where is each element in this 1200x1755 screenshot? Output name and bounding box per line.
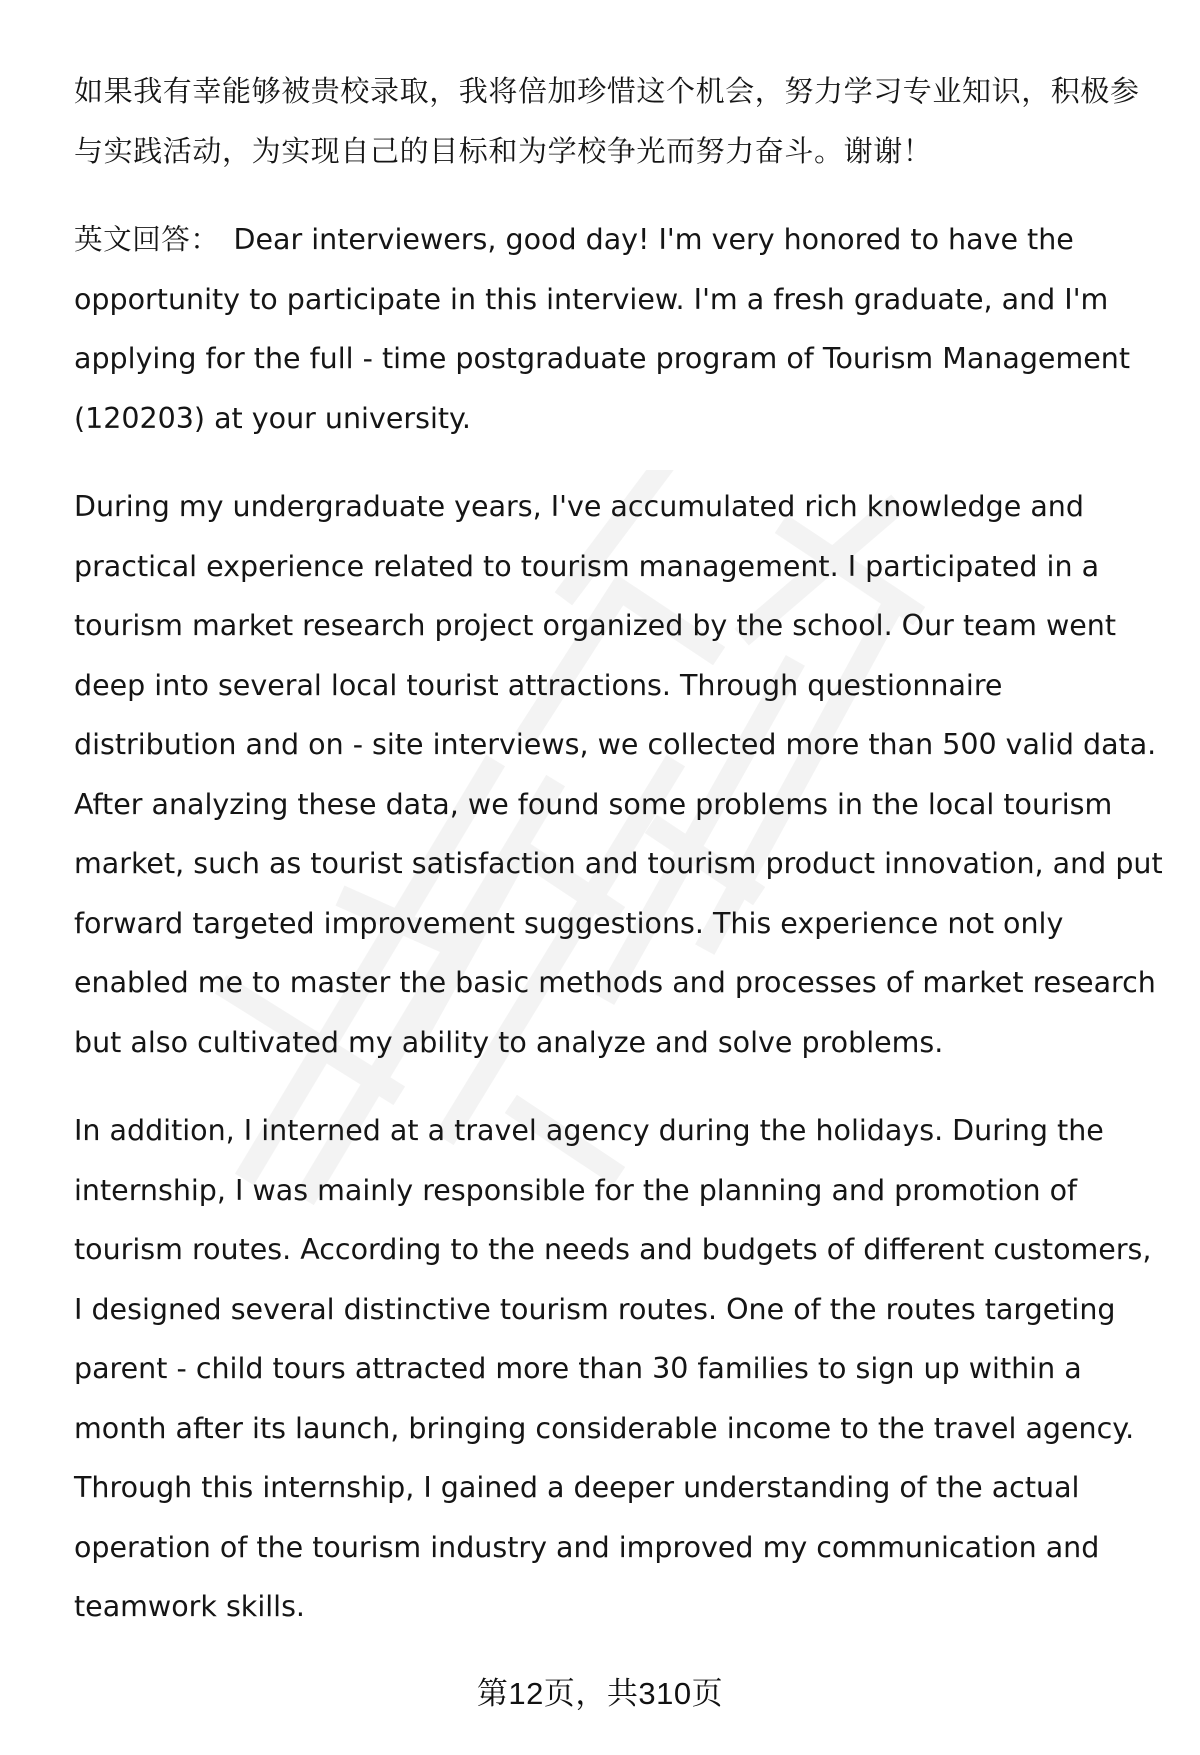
document-body <box>74 62 1164 1637</box>
paragraph-gap <box>74 448 1164 477</box>
page-number-footer: 第12页，共310页 <box>476 1676 724 1711</box>
paragraph-chinese-closing: 如果我有幸能够被贵校录取，我将倍加珍惜这个机会，努力学习专业知识，积极参与实践活动，为实现自己的目标和为学校争光而努力奋斗。谢谢！ <box>74 74 1140 168</box>
paragraph-research-experience: During my undergraduate years, I've accumulated rich knowledge and practical experience related to tourism management. I participated in a tourism market research project organized by the school. Our team went deep into several local tourist attractions. Through questionnaire distribution and on - site interviews, we collected more than 500 valid data. After analyzing these data, we found some problems in the local tourism market, such as tourist satisfaction and tourism product innovation, and put forward targeted improvement suggestions. This experience not only enabled me to master the basic methods and processes of market research but also cultivated my ability to analyze and solve problems. <box>74 490 1163 1059</box>
english-answer-label: 英文回答： <box>74 223 220 256</box>
paragraph-english-intro <box>74 210 1164 448</box>
english-intro-text: Dear interviewers, good day! I'm very honored to have the opportunity to participate in this interview. I'm a fresh graduate, and I'm applying for the full - time postgraduate program of Tourism Management (120203) at your university. <box>74 223 1130 435</box>
paragraph-gap <box>74 1072 1164 1101</box>
paragraph-internship-experience: In addition, I interned at a travel agency during the holidays. During the internship, I was mainly responsible for the planning and promotion of tourism routes. According to the needs and budgets of different customers, I designed several distinctive tourism routes. One of the routes targeting parent - child tours attracted more than 30 families to sign up within a month after its launch, bringing considerable income to the travel agency. Through this internship, I gained a deeper understanding of the actual operation of the tourism industry and improved my communication and teamwork skills. <box>74 1114 1152 1623</box>
paragraph-gap <box>74 181 1164 210</box>
